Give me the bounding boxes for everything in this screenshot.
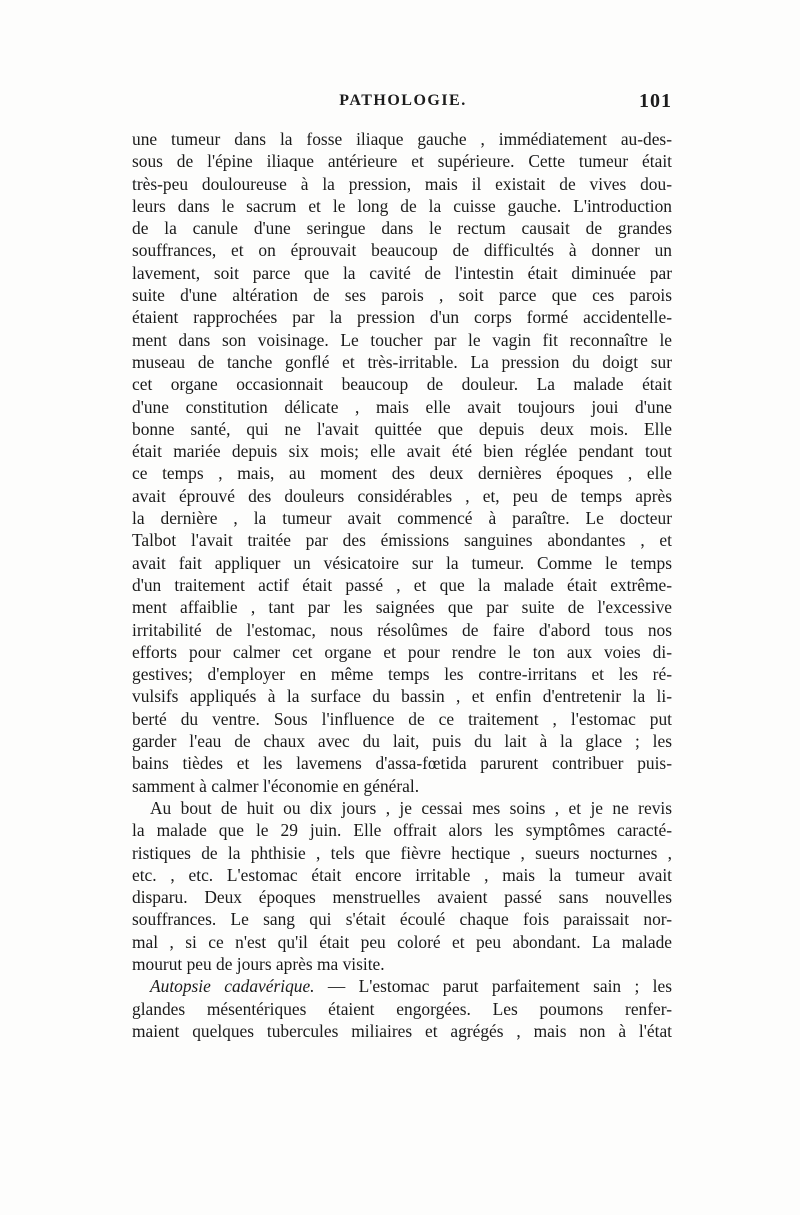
text-line: bains tièdes et les lavemens d'assa-fœtida parurent contribuer puis-: [132, 753, 672, 774]
text-line: d'un traitement actif était passé , et que la malade était extrême-: [132, 574, 672, 595]
text-line: maient quelques tubercules miliaires et agrégés , mais non à l'état: [132, 1020, 672, 1041]
text-line: mourut peu de jours après ma visite.: [132, 953, 385, 974]
text-line: la malade que le 29 juin. Elle offrait alors les symptômes caracté-: [132, 820, 672, 841]
text-line: vulsifs appliqués à la surface du bassin , et enfin d'entretenir la li-: [132, 686, 672, 707]
page-number: 101: [639, 90, 672, 112]
text-line: avait fait appliquer un vésicatoire sur la tumeur. Comme le temps: [132, 552, 672, 573]
text-line: souffrances, et on éprouvait beaucoup de difficultés à donner un: [132, 240, 672, 261]
paragraph-3: [132, 975, 672, 1042]
paragraph-2: [132, 797, 672, 975]
text-line: était mariée depuis six mois; elle avait été bien réglée pendant tout: [132, 441, 672, 462]
text-line: berté du ventre. Sous l'influence de ce traitement , l'estomac put: [132, 708, 672, 729]
paragraph-1: [132, 128, 672, 797]
text-line: mal , si ce n'est qu'il était peu coloré et peu abondant. La malade: [132, 931, 672, 952]
text-line: efforts pour calmer cet organe et pour rendre le ton aux voies di-: [132, 641, 672, 662]
text-line: etc. , etc. L'estomac était encore irritable , mais la tumeur avait: [132, 864, 672, 885]
text-line: la dernière , la tumeur avait commencé à paraître. Le docteur: [132, 508, 672, 529]
text-line: gestives; d'employer en même temps les contre-irritans et les ré-: [132, 664, 672, 685]
text-line: une tumeur dans la fosse iliaque gauche , immédiatement au-des-: [132, 129, 672, 149]
text-line: garder l'eau de chaux avec du lait, puis du lait à la glace ; les: [132, 731, 672, 752]
text-line: lavement, soit parce que la cavité de l'intestin était diminuée par: [132, 262, 672, 283]
text-line: disparu. Deux époques menstruelles avaient passé sans nouvelles: [132, 887, 672, 908]
text-line: samment à calmer l'économie en général.: [132, 775, 420, 796]
text-line: glandes mésentériques étaient engorgées. Les poumons renfer-: [132, 998, 672, 1019]
text-line: ristiques de la phthisie , tels que fièvre hectique , sueurs nocturnes ,: [132, 842, 672, 863]
running-head: [134, 92, 672, 118]
text-line: ce temps , mais, au moment des deux dernières époques , elle: [132, 463, 672, 484]
text-line: Talbot l'avait traitée par des émissions sanguines abondantes , et: [132, 530, 672, 551]
text-line: Au bout de huit ou dix jours , je cessai mes soins , et je ne revis: [150, 797, 672, 818]
text-line: irritabilité de l'estomac, nous résolûmes de faire d'abord tous nos: [132, 619, 672, 640]
text-line: avait éprouvé des douleurs considérables , et, peu de temps après: [132, 485, 672, 506]
autopsy-heading: Autopsie cadavérique.: [150, 976, 315, 997]
text-line: suite d'une altération de ses parois , soit parce que ces parois: [132, 285, 672, 306]
text-line: bonne santé, qui ne l'avait quittée que depuis deux mois. Elle: [132, 418, 672, 439]
text-line: leurs dans le sacrum et le long de la cuisse gauche. L'introduction: [132, 195, 672, 216]
text-line: ment dans son voisinage. Le toucher par le vagin fit reconnaître le: [132, 329, 672, 350]
text-line: très-peu douloureuse à la pression, mais il existait de vives dou-: [132, 173, 672, 194]
text-line: d'une constitution délicate , mais elle avait toujours joui d'une: [132, 396, 672, 417]
running-title: PATHOLOGIE.: [339, 92, 467, 109]
text-line: [132, 975, 672, 997]
text-line: de la canule d'une seringue dans le rectum causait de grandes: [132, 218, 672, 239]
text-fragment: — L'estomac parut parfaitement sain ; les: [314, 976, 672, 997]
body-text: [132, 128, 672, 1042]
text-line: cet organe occasionnait beaucoup de douleur. La malade était: [132, 374, 672, 395]
text-line: museau de tanche gonflé et très-irritable. La pression du doigt sur: [132, 351, 672, 372]
text-line: souffrances. Le sang qui s'était écoulé chaque fois paraissait nor-: [132, 909, 672, 930]
text-line: étaient rapprochées par la pression d'un corps formé accidentelle-: [132, 307, 672, 328]
text-line: sous de l'épine iliaque antérieure et supérieure. Cette tumeur était: [132, 151, 672, 172]
text-line: ment affaiblie , tant par les saignées que par suite de l'excessive: [132, 597, 672, 618]
